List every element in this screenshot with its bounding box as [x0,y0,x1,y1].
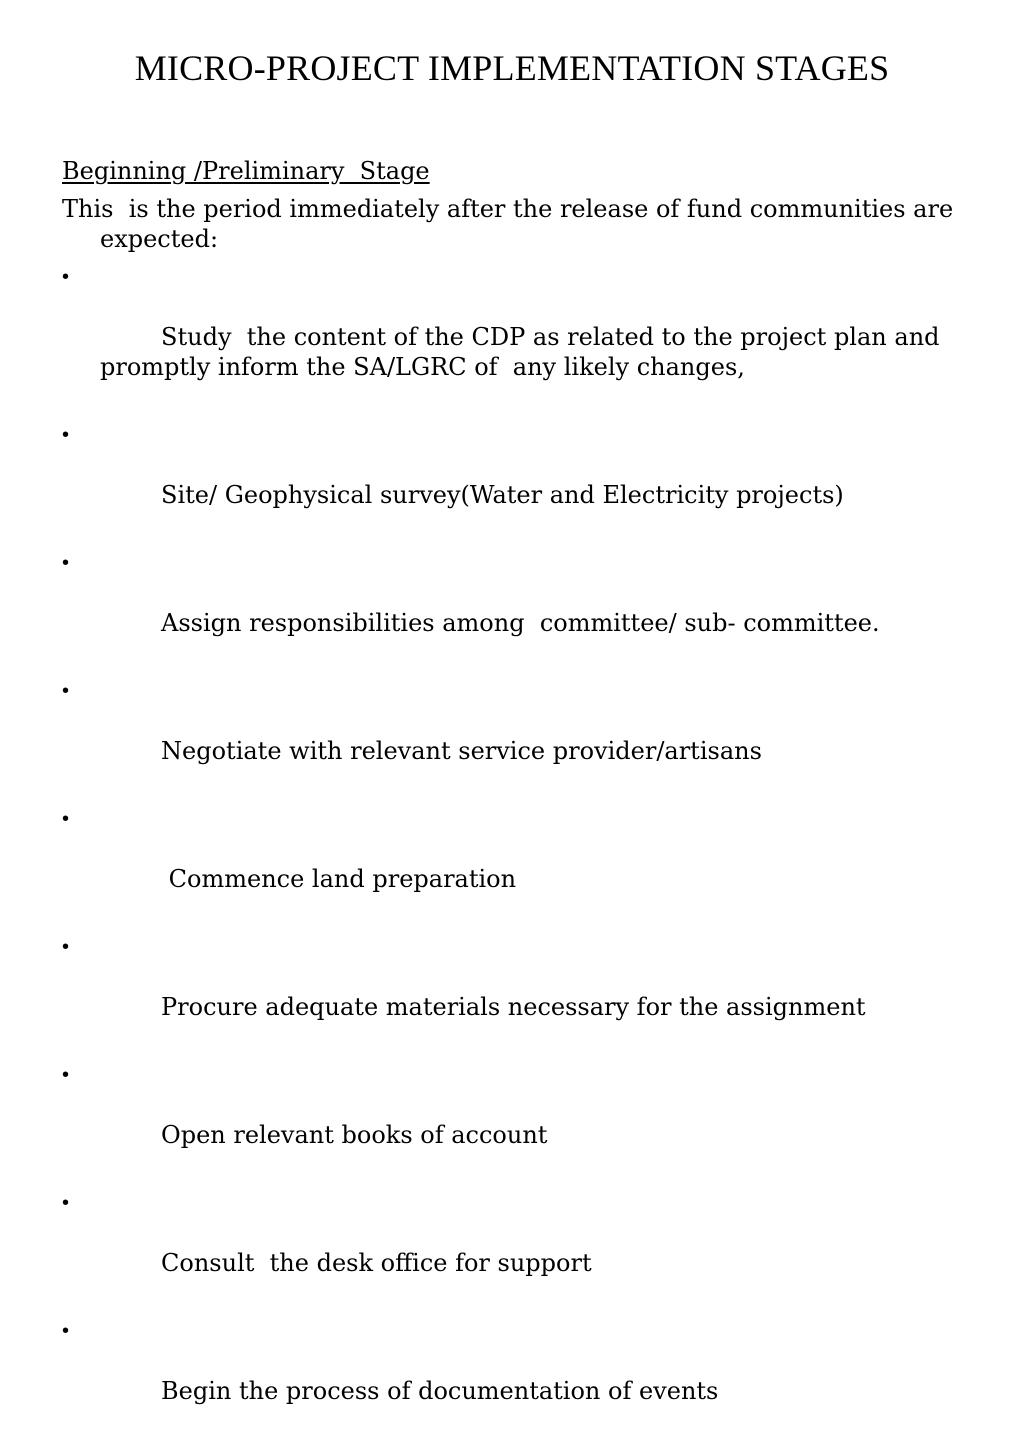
bullet-list [62,262,1002,1436]
bullet-text: Commence land preparation [161,865,517,893]
bullet-text: Procure adequate materials necessary for the assignment [161,993,866,1021]
bullet-icon: • [62,266,70,288]
slide-content [62,156,1002,1444]
bullet-item-assign-responsibilities [62,548,1002,668]
bullet-icon: • [62,424,70,446]
bullet-item-study-cdp [62,262,1002,412]
bullet-item-site-survey [62,420,1002,540]
bullet-icon: • [62,1320,70,1342]
bullet-item-open-books [62,1060,1002,1180]
slide-title: MICRO-PROJECT IMPLEMENTATION STAGES [134,48,890,88]
intro-paragraph: This is the period immediately after the release of fund communities are expected: [62,195,961,253]
bullet-item-land-preparation [62,804,1002,924]
bullet-item-documentation [62,1316,1002,1436]
bullet-item-negotiate [62,676,1002,796]
bullet-icon: • [62,552,70,574]
bullet-text: Consult the desk office for support [161,1249,592,1277]
bullet-icon: • [62,936,70,958]
bullet-icon: • [62,1192,70,1214]
bullet-icon: • [62,680,70,702]
bullet-text: Study the content of the CDP as related to the project plan and promptly inform the SA/LGRC of any likely changes, [100,323,948,381]
bullet-text: Assign responsibilities among committee/ sub- committee. [161,609,880,637]
bullet-text: Negotiate with relevant service provider/artisans [161,737,762,765]
bullet-text: Open relevant books of account [161,1121,548,1149]
bullet-item-procure-materials [62,932,1002,1052]
bullet-item-consult-desk-office [62,1188,1002,1308]
bullet-text: Site/ Geophysical survey(Water and Electricity projects) [161,481,844,509]
bullet-icon: • [62,808,70,830]
stage-subheading: Beginning /Preliminary Stage [62,157,430,185]
bullet-text: Begin the process of documentation of events [161,1377,719,1405]
bullet-icon: • [62,1064,70,1086]
